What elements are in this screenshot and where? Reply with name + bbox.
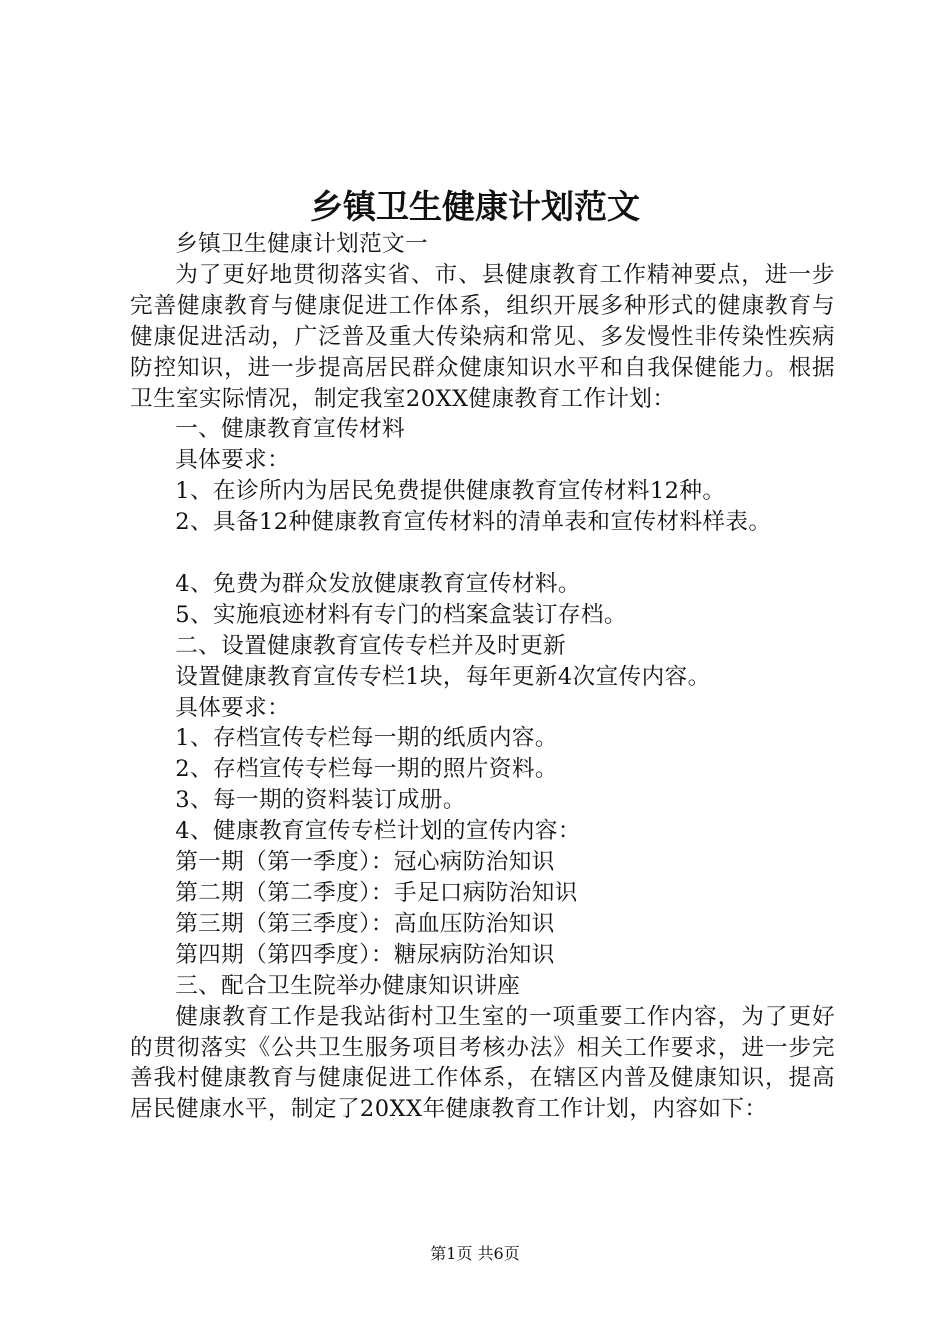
paragraph: 4、健康教育宣传专栏计划的宣传内容： <box>175 818 581 845</box>
document-body <box>130 229 835 1125</box>
paragraph: 健康教育工作是我站街村卫生室的一项重要工作内容，为了更好的贯彻落实《公共卫生服务项目考核办法》相关工作要求，进一步完善我村健康教育与健康促进工作体系，在辖区内普及健康知识，提高居民健康水平，制定了20XX年健康教育工作计划，内容如下： <box>130 1003 835 1123</box>
paragraph: 第三期（第三季度）：高血压防治知识 <box>175 910 555 937</box>
paragraph: 4、免费为群众发放健康教育宣传材料。 <box>175 570 581 597</box>
paragraph: 第四期（第四季度）：糖尿病防治知识 <box>175 941 555 968</box>
paragraph: 一、健康教育宣传材料 <box>175 416 406 443</box>
paragraph: 5、实施痕迹材料有专门的档案盒装订存档。 <box>175 601 627 628</box>
paragraph: 第二期（第二季度）：手足口病防治知识 <box>175 880 578 907</box>
paragraph: 第一期（第一季度）：冠心病防治知识 <box>175 849 555 876</box>
document-title: 乡镇卫生健康计划范文 <box>310 187 640 226</box>
blank-line <box>130 538 835 569</box>
paragraph: 二、设置健康教育宣传专栏并及时更新 <box>175 632 567 659</box>
paragraph: 1、存档宣传专栏每一期的纸质内容。 <box>175 725 558 752</box>
paragraph: 1、在诊所内为居民免费提供健康教育宣传材料12种。 <box>175 478 726 505</box>
paragraph: 3、每一期的资料装订成册。 <box>175 787 466 814</box>
paragraph: 乡镇卫生健康计划范文一 <box>175 231 429 257</box>
paragraph: 三、配合卫生院举办健康知识讲座 <box>175 972 521 999</box>
paragraph: 为了更好地贯彻落实省、市、县健康教育工作精神要点，进一步完善健康教育与健康促进工作体系，组织开展多种形式的健康教育与健康促进活动，广泛普及重大传染病和常见、多发慢性非传染性疾病防控知识，进一步提高居民群众健康知识水平和自我保健能力。根据卫生室实际情况，制定我室20XX健康教育工作计划： <box>130 261 835 412</box>
paragraph: 具体要求： <box>175 447 291 474</box>
page-footer: 第1页 共6页 <box>430 1244 520 1263</box>
paragraph: 2、具备12种健康教育宣传材料的清单表和宣传材料样表。 <box>175 509 772 536</box>
paragraph: 2、存档宣传专栏每一期的照片资料。 <box>175 756 558 783</box>
paragraph: 设置健康教育宣传专栏1块，每年更新4次宣传内容。 <box>175 663 711 690</box>
paragraph: 具体要求： <box>175 694 291 721</box>
